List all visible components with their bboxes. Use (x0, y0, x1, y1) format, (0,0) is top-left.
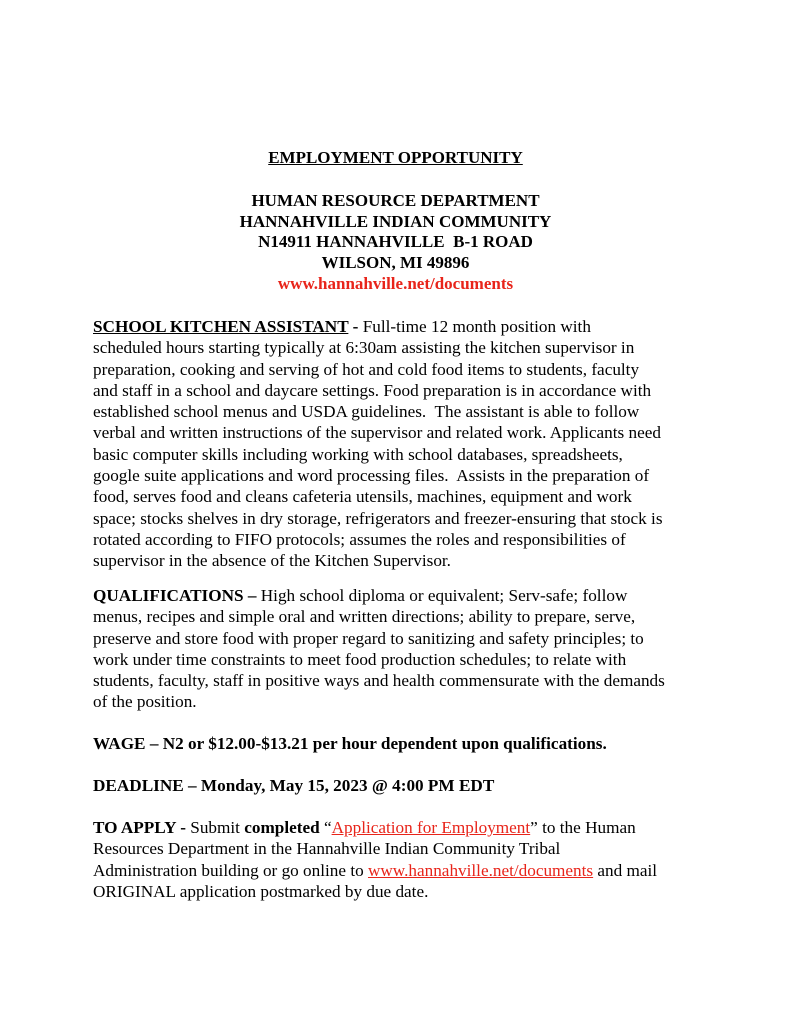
position-line: preparation, cooking and serving of hot and cold food items to students, faculty (93, 359, 640, 379)
apply-line: Resources Department in the Hannahville Indian Community Tribal (93, 839, 561, 859)
position-line: and staff in a school and daycare settings. Food preparation is in accordance with (93, 380, 652, 400)
qualifications-line: of the position. (93, 692, 197, 712)
wage-section (93, 733, 713, 754)
qualifications-line: preserve and store food with proper regard to sanitizing and safety principles; to (93, 628, 644, 648)
qualifications-line: High school diploma or equivalent; Serv-safe; follow (256, 586, 628, 605)
apply-line: ORIGINAL application postmarked by due date. (93, 881, 429, 901)
apply-submit-text: Submit (185, 818, 245, 837)
position-line: scheduled hours starting typically at 6:30am assisting the kitchen supervisor in (93, 338, 635, 358)
deadline-section (93, 775, 713, 796)
apply-section (93, 817, 713, 902)
website-header-link[interactable]: www.hannahville.net/documents (277, 274, 514, 293)
position-separator: - (348, 317, 363, 336)
position-line: basic computer skills including working with school databases, spreadsheets, (93, 444, 623, 464)
qualifications-line: students, faculty, staff in positive ways and health commensurate with the demands (93, 671, 665, 691)
apply-open-quote: “ (319, 818, 332, 837)
street-address: N14911 HANNAHVILLE B-1 ROAD (258, 232, 533, 251)
qualifications-line: menus, recipes and simple oral and written directions; ability to prepare, serve, (93, 607, 636, 627)
position-title: SCHOOL KITCHEN ASSISTANT (93, 317, 349, 336)
position-line: verbal and written instructions of the supervisor and related work. Applicants need (93, 423, 661, 443)
apply-line-end: and mail (593, 860, 658, 880)
position-line: supervisor in the absence of the Kitchen Supervisor. (93, 551, 451, 571)
apply-label: TO APPLY - (93, 818, 186, 837)
website-documents-link[interactable]: www.hannahville.net/documents (367, 860, 594, 880)
position-line: space; stocks shelves in dry storage, refrigerators and freezer-ensuring that stock is (93, 508, 663, 528)
qualifications-label: QUALIFICATIONS – (93, 586, 257, 605)
qualifications-section (93, 585, 713, 713)
department-name: HUMAN RESOURCE DEPARTMENT (251, 191, 540, 210)
position-line: rotated according to FIFO protocols; assumes the roles and responsibilities of (93, 529, 626, 549)
apply-close-quote: ” (530, 818, 538, 837)
application-for-employment-link[interactable]: Application for Employment (331, 818, 531, 837)
apply-completed-text: completed (244, 818, 320, 837)
apply-line-start: Administration building or go online to (93, 860, 368, 880)
position-line: google suite applications and word processing files. Assists in the preparation of (93, 466, 650, 486)
position-line: Full-time 12 month position with (362, 317, 591, 336)
document-title: EMPLOYMENT OPPORTUNITY (268, 148, 523, 167)
position-line: food, serves food and cleans cafeteria utensils, machines, equipment and work (93, 487, 632, 507)
position-description (93, 316, 713, 572)
apply-line-rest: to the Human (537, 818, 636, 837)
organization-name: HANNAHVILLE INDIAN COMMUNITY (239, 212, 552, 231)
wage-text: WAGE – N2 or $12.00-$13.21 per hour dependent upon qualifications. (93, 734, 607, 753)
deadline-text: DEADLINE – Monday, May 15, 2023 @ 4:00 PM EDT (93, 776, 495, 795)
city-state-zip: WILSON, MI 49896 (321, 253, 470, 272)
qualifications-line: work under time constraints to meet food production schedules; to relate with (93, 649, 627, 669)
position-line: established school menus and USDA guidelines. The assistant is able to follow (93, 402, 640, 422)
